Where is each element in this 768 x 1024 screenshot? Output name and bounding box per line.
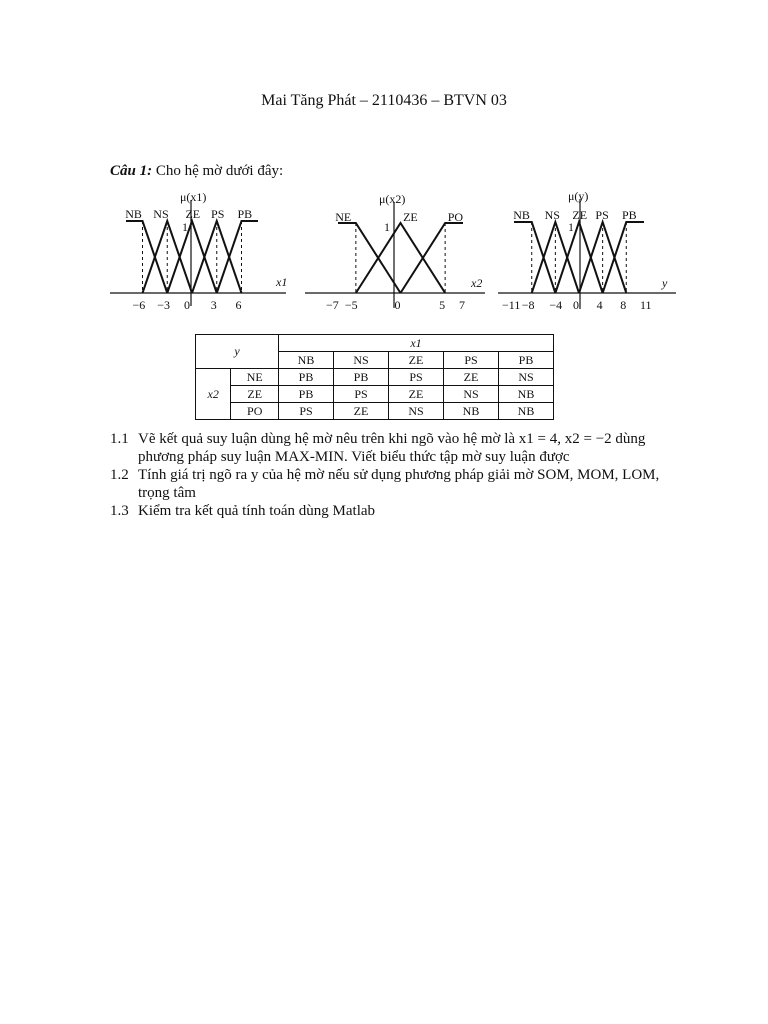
- rule-cell: PS: [334, 386, 389, 403]
- tick-label: 11: [640, 298, 652, 312]
- term-label: NS: [153, 207, 169, 221]
- term-label: NB: [513, 208, 530, 222]
- question-text: Cho hệ mờ dưới đây:: [155, 163, 284, 179]
- tick-label: 0: [394, 298, 401, 312]
- membership-ne-line: [338, 223, 401, 293]
- tick-label: 4: [596, 298, 603, 312]
- membership-po-line: [401, 223, 464, 293]
- term-label: PB: [622, 208, 637, 222]
- rule-cell: NB: [444, 403, 499, 420]
- rule-cell: PB: [334, 369, 389, 386]
- term-label: ZE: [185, 207, 201, 221]
- term-label: PB: [237, 207, 253, 221]
- term-label: PO: [447, 210, 464, 224]
- peak-label: 1: [384, 220, 390, 234]
- list-item: [110, 430, 670, 466]
- tick-label: 6: [235, 298, 242, 312]
- peak-label: 1: [568, 220, 574, 234]
- tick-label: −7: [326, 298, 339, 312]
- tick-label: 8: [620, 298, 627, 312]
- task-number: 1.3: [110, 503, 129, 519]
- rule-cell: PB: [279, 369, 334, 386]
- rule-table-col-header: ZE: [389, 352, 444, 369]
- rule-cell: NS: [499, 369, 554, 386]
- term-label: NE: [335, 210, 352, 224]
- rule-cell: NS: [389, 403, 444, 420]
- task-text: Kiểm tra kết quả tính toán dùng Matlab: [138, 503, 376, 519]
- tick-label: −11: [502, 298, 521, 312]
- rule-cell: PB: [279, 386, 334, 403]
- tick-label: −8: [521, 298, 535, 312]
- rule-table-col-header: NS: [334, 352, 389, 369]
- rule-cell: ZE: [444, 369, 499, 386]
- rule-table-col-header: PB: [499, 352, 554, 369]
- rule-table-col-header: NB: [279, 352, 334, 369]
- tick-label: 0: [573, 298, 579, 312]
- peak-label: 1: [182, 220, 188, 234]
- rule-table-row-group: x2: [196, 369, 231, 420]
- membership-ze-line: [356, 223, 445, 293]
- x-axis-label: x1: [276, 275, 288, 289]
- y-axis-label: μ(x1): [180, 190, 207, 204]
- rule-cell: ZE: [389, 386, 444, 403]
- question-label: Câu 1:: [110, 163, 153, 179]
- membership-ze-line: [167, 221, 217, 293]
- rule-cell: ZE: [334, 403, 389, 420]
- tick-label: 5: [439, 298, 446, 312]
- rule-table-row-header: PO: [231, 403, 279, 420]
- membership-ze-line: [555, 222, 602, 293]
- task-text: Tính giá trị ngõ ra y của hệ mờ nếu sử dụng phương pháp giải mờ SOM, MOM, LOM, trọng tâm: [138, 467, 660, 501]
- rule-table-row-header: ZE: [231, 386, 279, 403]
- rule-table-col-group: x1: [279, 335, 554, 352]
- list-item: [110, 502, 670, 520]
- rule-table-corner: y: [196, 335, 279, 369]
- x-axis-label: y: [662, 276, 668, 290]
- tick-label: −4: [549, 298, 563, 312]
- task-list: [110, 430, 670, 520]
- membership-chart-y: [496, 187, 681, 315]
- term-label: NS: [544, 208, 560, 222]
- task-number: 1.2: [110, 467, 129, 483]
- term-label: ZE: [403, 210, 418, 224]
- rule-cell: PS: [389, 369, 444, 386]
- question-heading: [110, 163, 283, 180]
- rule-table-col-header: PS: [444, 352, 499, 369]
- rule-cell: NB: [499, 403, 554, 420]
- membership-chart-x2: [303, 190, 488, 315]
- page-title: Mai Tăng Phát – 2110436 – BTVN 03: [261, 92, 507, 109]
- membership-chart-x1: [108, 188, 293, 313]
- task-number: 1.1: [110, 431, 129, 447]
- tick-label: −5: [344, 298, 358, 312]
- term-label: NB: [125, 207, 142, 221]
- tick-label: 7: [459, 298, 465, 312]
- term-label: PS: [211, 207, 225, 221]
- x-axis-label: x2: [471, 276, 483, 290]
- table-row: [196, 386, 554, 403]
- term-label: PS: [595, 208, 609, 222]
- tick-label: 0: [184, 298, 190, 312]
- y-axis-label: μ(x2): [379, 192, 406, 206]
- rule-table: [195, 334, 554, 420]
- task-text: Vẽ kết quả suy luận dùng hệ mờ nêu trên khi ngõ vào hệ mờ là x1 = 4, x2 = −2 dùng phương pháp suy luận MAX-MIN. Viết biểu thức tập mờ suy luận được: [138, 431, 646, 465]
- tick-label: 3: [210, 298, 217, 312]
- tick-label: −3: [157, 298, 171, 312]
- rule-cell: NS: [444, 386, 499, 403]
- list-item: [110, 466, 670, 502]
- rule-cell: NB: [499, 386, 554, 403]
- rule-cell: PS: [279, 403, 334, 420]
- rule-table-row-header: NE: [231, 369, 279, 386]
- term-label: ZE: [572, 208, 588, 222]
- table-row: [196, 403, 554, 420]
- table-row: [196, 369, 554, 386]
- y-axis-label: μ(y): [568, 189, 589, 203]
- tick-label: −6: [132, 298, 146, 312]
